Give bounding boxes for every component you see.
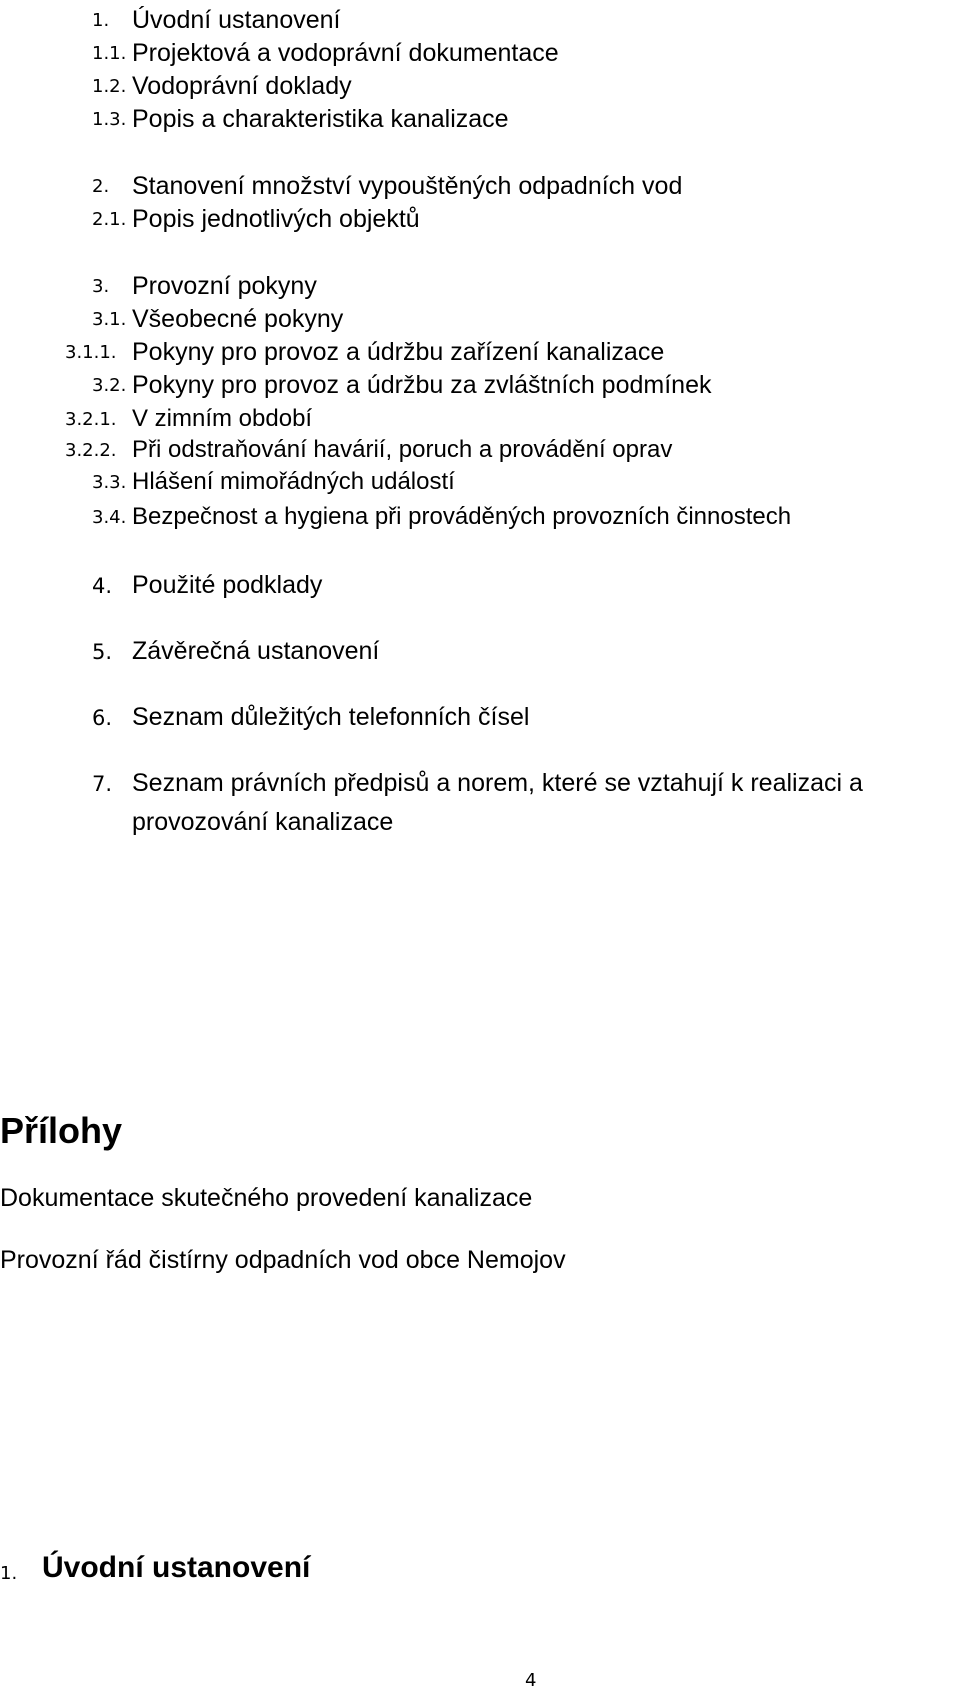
toc-item-number: 6. — [92, 706, 113, 730]
section-heading-text: Úvodní ustanovení — [42, 1551, 311, 1584]
appendix-item[interactable]: Dokumentace skutečného provedení kanalizace — [0, 1184, 533, 1212]
toc-item-number: 1.2. — [92, 76, 127, 97]
toc-item-text: Pokyny pro provoz a údržbu za zvláštních podmínek — [132, 371, 712, 399]
toc-item-number: 7. — [92, 772, 113, 796]
toc-item-continuation: provozování kanalizace — [132, 808, 394, 836]
toc-item-text: Seznam právních předpisů a norem, které se vztahují k realizaci a — [132, 769, 863, 797]
toc-item-text: Použité podklady — [132, 571, 323, 599]
toc-item-number: 2.1. — [92, 209, 127, 230]
toc-item-number: 1. — [92, 10, 110, 31]
toc-item-number: 3.2. — [92, 375, 127, 396]
toc-item-text: Projektová a vodoprávní dokumentace — [132, 39, 559, 67]
toc-item-text: Seznam důležitých telefonních čísel — [132, 703, 530, 731]
toc-item-text: Závěrečná ustanovení — [132, 637, 380, 665]
section-heading-number: 1. — [0, 1563, 18, 1584]
toc-item-text: Stanovení množství vypouštěných odpadních vod — [132, 172, 683, 200]
toc-item-text: Pokyny pro provoz a údržbu zařízení kanalizace — [132, 338, 665, 366]
appendix-item[interactable]: Provozní řád čistírny odpadních vod obce Nemojov — [0, 1246, 566, 1274]
toc-item-number: 3.4. — [92, 507, 127, 528]
toc-item-number: 3.3. — [92, 472, 127, 493]
toc-item-text: Vodoprávní doklady — [132, 72, 352, 100]
appendices-title: Přílohy — [0, 1110, 123, 1151]
toc-item-number: 1.1. — [92, 43, 127, 64]
toc-item-number: 5. — [92, 640, 113, 664]
toc-item-number: 3.1.1. — [65, 342, 117, 363]
toc-item-text: V zimním období — [132, 405, 313, 432]
toc-item-text: Provozní pokyny — [132, 272, 317, 300]
toc-item-text: Popis a charakteristika kanalizace — [132, 105, 509, 133]
toc-item-text: Úvodní ustanovení — [132, 6, 341, 34]
toc-item-text: Bezpečnost a hygiena při prováděných provozních činnostech — [132, 503, 792, 530]
toc-item-text: Při odstraňování havárií, poruch a provádění oprav — [132, 436, 673, 463]
toc-item-text: Popis jednotlivých objektů — [132, 205, 420, 233]
toc-item-text: Hlášení mimořádných událostí — [132, 468, 455, 495]
toc-item-number: 3.2.1. — [65, 409, 117, 430]
toc-item-text: Všeobecné pokyny — [132, 305, 344, 333]
toc-item-number: 3.1. — [92, 309, 127, 330]
toc-item-number: 2. — [92, 176, 110, 197]
toc-item-number: 3. — [92, 276, 110, 297]
toc-item-number: 3.2.2. — [65, 440, 117, 461]
toc-item-number: 4. — [92, 574, 113, 598]
toc-item-number: 1.3. — [92, 109, 127, 130]
page-number: 4 — [525, 1670, 537, 1691]
